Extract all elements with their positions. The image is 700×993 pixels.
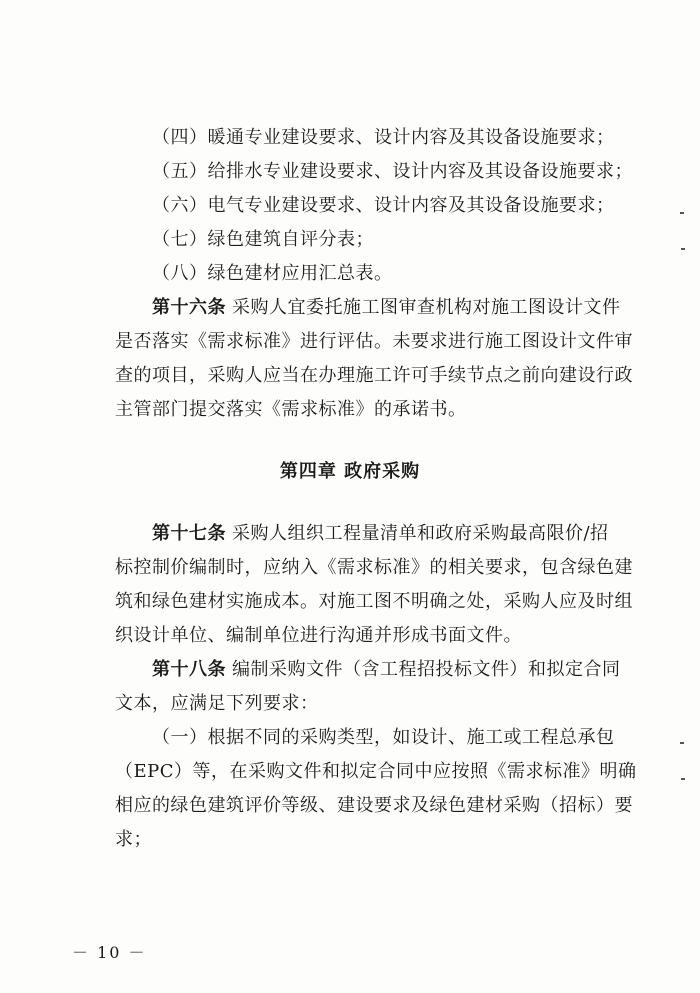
article-18-line: 文本，应满足下列要求： [115, 693, 319, 714]
article-17-text: 采购人组织工程量清单和政府采购最高限价/招 [232, 523, 609, 544]
item-18-1-line: 相应的绿色建筑评价等级、建设要求及绿色建材采购（招标）要 [115, 795, 633, 816]
article-17-line: 标控制价编制时，应纳入《需求标准》的相关要求，包含绿色建 [115, 557, 633, 578]
article-16-heading: 第十六条 [152, 297, 226, 318]
article-17-line: 筑和绿色建材实施成本。对施工图不明确之处，采购人应及时组 [115, 591, 633, 612]
scan-mark [680, 212, 684, 214]
page-number: － 10 － [72, 943, 147, 962]
scan-mark [681, 778, 685, 780]
scan-mark [681, 248, 685, 250]
article-17-line: 织设计单位、编制单位进行沟通并形成书面文件。 [115, 625, 522, 646]
article-17-first-line [152, 522, 609, 546]
list-item: （八）绿色建材应用汇总表。 [152, 263, 393, 284]
article-17-heading: 第十七条 [152, 523, 226, 544]
scan-mark [680, 742, 684, 744]
list-item: （四）暖通专业建设要求、设计内容及其设备设施要求； [152, 127, 615, 148]
article-16-line: 是否落实《需求标准》进行评估。未要求进行施工图设计文件审 [115, 331, 633, 352]
item-18-1-line: （EPC）等，在采购文件和拟定合同中应按照《需求标准》明确 [115, 761, 637, 782]
article-16-line: 查的项目，采购人应当在办理施工许可手续节点之前向建设行政 [115, 365, 633, 386]
list-item: （六）电气专业建设要求、设计内容及其设备设施要求； [152, 195, 615, 216]
item-18-1-line: （一）根据不同的采购类型，如设计、施工或工程总承包 [152, 727, 615, 748]
item-18-1-line: 求； [115, 829, 152, 850]
article-18-text: 编制采购文件（含工程招投标文件）和拟定合同 [232, 659, 621, 680]
article-16-first-line [152, 296, 621, 320]
article-16-line: 主管部门提交落实《需求标准》的承诺书。 [115, 399, 467, 420]
chapter-title: 第四章 政府采购 [279, 461, 421, 482]
list-item: （五）给排水专业建设要求、设计内容及其设备设施要求； [152, 161, 633, 182]
article-18-first-line [152, 658, 621, 682]
article-16-text: 采购人宜委托施工图审查机构对施工图设计文件 [232, 297, 621, 318]
article-18-heading: 第十八条 [152, 659, 226, 680]
list-item: （七）绿色建筑自评分表； [152, 229, 374, 250]
